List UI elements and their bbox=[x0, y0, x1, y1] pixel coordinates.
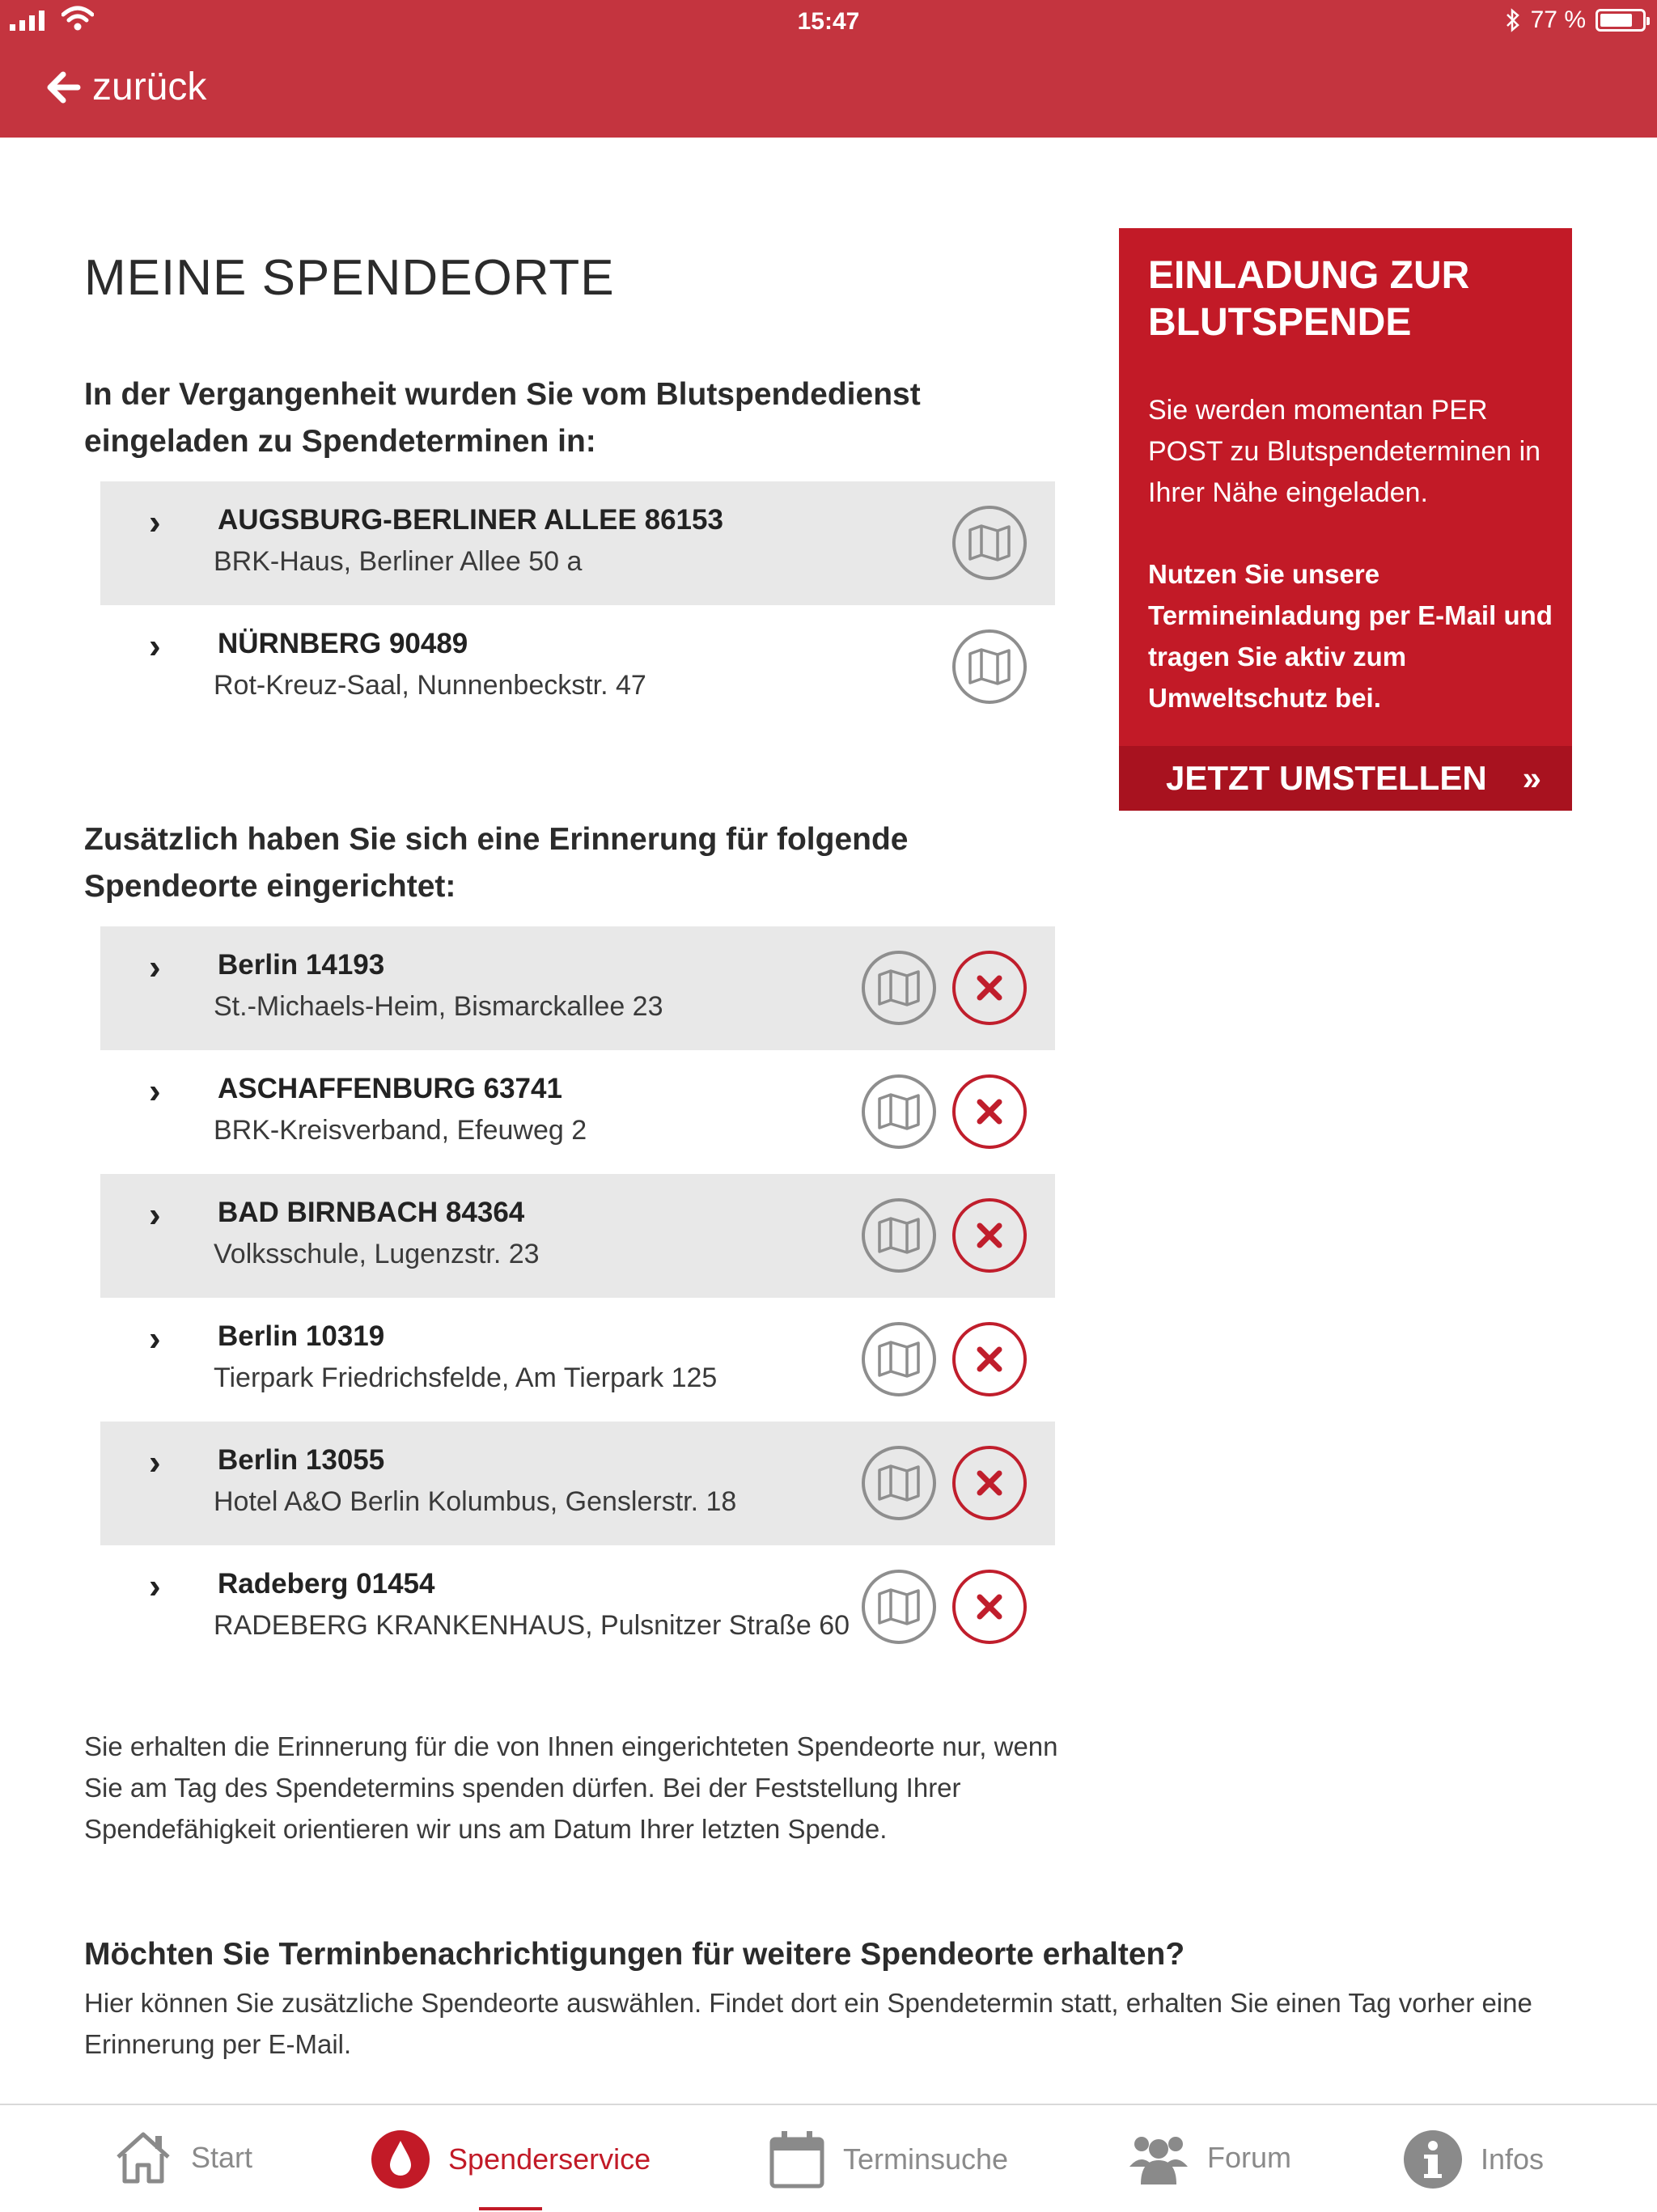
people-icon bbox=[1128, 2129, 1189, 2186]
reminder-heading: Zusätzlich haben Sie sich eine Erinnerung für folgende Spendeorte eingerichtet: bbox=[84, 822, 909, 904]
status-time: 15:47 bbox=[797, 8, 860, 35]
battery-icon bbox=[1596, 9, 1646, 32]
double-chevron-right-icon: » bbox=[1522, 759, 1542, 797]
list-item[interactable] bbox=[100, 481, 1055, 605]
chevron-right-icon: › bbox=[149, 1195, 161, 1235]
promo-title: EINLADUNG ZUR BLUTSPENDE bbox=[1148, 254, 1470, 344]
location-city: NÜRNBERG 90489 bbox=[218, 628, 468, 659]
promo-text: Sie werden momentan PER POST zu Blutspendeterminen in Ihrer Nähe eingeladen. bbox=[1148, 395, 1541, 508]
location-city: Berlin 14193 bbox=[218, 949, 385, 981]
close-icon bbox=[975, 1221, 1004, 1250]
map-button[interactable] bbox=[862, 1074, 936, 1149]
more-locations-description: Hier können Sie zusätzliche Spendeorte auswählen. Findet dort ein Spendetermin statt, erhalten Sie einen Tag vorher eine Erinnerung per E-Mail. bbox=[84, 1988, 1532, 2059]
chevron-right-icon: › bbox=[149, 626, 161, 666]
location-city: Berlin 10319 bbox=[218, 1320, 385, 1352]
home-icon bbox=[113, 2129, 173, 2186]
map-button[interactable] bbox=[862, 1322, 936, 1396]
location-city: BAD BIRNBACH 84364 bbox=[218, 1197, 525, 1228]
tab-label: Forum bbox=[1207, 2141, 1292, 2174]
location-address: RADEBERG KRANKENHAUS, Pulsnitzer Straße 60 bbox=[214, 1610, 850, 1641]
chevron-right-icon: › bbox=[149, 1071, 161, 1111]
info-icon bbox=[1403, 2129, 1463, 2189]
tab-label: Spenderservice bbox=[448, 2142, 651, 2176]
map-button[interactable] bbox=[862, 951, 936, 1025]
app-header bbox=[0, 0, 1657, 138]
delete-button[interactable] bbox=[952, 1570, 1027, 1644]
delete-button[interactable] bbox=[952, 1198, 1027, 1273]
map-icon bbox=[876, 1216, 922, 1255]
chevron-right-icon: › bbox=[149, 502, 161, 542]
tab-label: Start bbox=[191, 2141, 253, 2174]
bluetooth-icon bbox=[1505, 8, 1521, 32]
location-city: ASCHAFFENBURG 63741 bbox=[218, 1073, 562, 1104]
close-icon bbox=[975, 973, 1004, 1002]
map-button[interactable] bbox=[952, 629, 1027, 704]
location-address: Tierpark Friedrichsfelde, Am Tierpark 125 bbox=[214, 1362, 718, 1393]
active-tab-indicator bbox=[479, 2207, 542, 2210]
delete-button[interactable] bbox=[952, 951, 1027, 1025]
list-item[interactable] bbox=[100, 1050, 1055, 1174]
location-city: Berlin 13055 bbox=[218, 1444, 385, 1476]
tab-infos[interactable] bbox=[1403, 2129, 1544, 2189]
delete-button[interactable] bbox=[952, 1446, 1027, 1520]
map-icon bbox=[967, 523, 1012, 562]
chevron-right-icon: › bbox=[149, 947, 161, 987]
invited-heading: In der Vergangenheit wurden Sie vom Blutspendedienst eingeladen zu Spendeterminen in: bbox=[84, 377, 921, 459]
reminder-list bbox=[100, 926, 1055, 1669]
map-icon bbox=[876, 968, 922, 1007]
switch-now-label: JETZT UMSTELLEN bbox=[1166, 759, 1487, 797]
location-city: Radeberg 01454 bbox=[218, 1568, 435, 1600]
chevron-right-icon: › bbox=[149, 1319, 161, 1358]
location-address: BRK-Kreisverband, Efeuweg 2 bbox=[214, 1115, 587, 1146]
tab-forum[interactable] bbox=[1128, 2129, 1291, 2186]
map-icon bbox=[876, 1587, 922, 1626]
list-item[interactable] bbox=[100, 1298, 1055, 1422]
reminder-note: Sie erhalten die Erinnerung für die von Ihnen eingerichteten Spendeorte nur, wenn Sie am Tag des Spendetermins spenden dürfen. Bei der Feststellung Ihrer Spendefähigkeit orientieren wir uns am Datum Ihrer letzten Spende. bbox=[84, 1731, 1058, 1844]
more-locations-heading: Möchten Sie Terminbenachrichtigungen für weitere Spendeorte erhalten? bbox=[84, 1937, 1185, 1972]
page-title: MEINE SPENDEORTE bbox=[84, 250, 615, 306]
location-city: AUGSBURG-BERLINER ALLEE 86153 bbox=[218, 504, 723, 536]
tab-bar bbox=[0, 2104, 1657, 2212]
tab-label: Terminsuche bbox=[843, 2142, 1009, 2176]
close-icon bbox=[975, 1592, 1004, 1621]
close-icon bbox=[975, 1345, 1004, 1374]
tab-label: Infos bbox=[1481, 2142, 1545, 2176]
invited-list bbox=[100, 481, 1055, 729]
back-button[interactable] bbox=[45, 65, 206, 109]
list-item[interactable] bbox=[100, 926, 1055, 1050]
email-invitation-promo bbox=[1119, 228, 1572, 811]
map-icon bbox=[876, 1092, 922, 1131]
back-label: zurück bbox=[92, 66, 207, 108]
switch-now-button[interactable] bbox=[1119, 746, 1572, 811]
calendar-icon bbox=[769, 2129, 825, 2189]
map-icon bbox=[876, 1340, 922, 1379]
delete-button[interactable] bbox=[952, 1074, 1027, 1149]
blood-drop-icon bbox=[371, 2129, 430, 2189]
close-icon bbox=[975, 1468, 1004, 1498]
map-icon bbox=[967, 647, 1012, 686]
tab-start[interactable] bbox=[113, 2129, 252, 2186]
status-bar bbox=[0, 0, 1657, 45]
tab-spenderservice[interactable] bbox=[371, 2129, 651, 2189]
location-address: Hotel A&O Berlin Kolumbus, Genslerstr. 18 bbox=[214, 1486, 737, 1517]
map-button[interactable] bbox=[862, 1198, 936, 1273]
chevron-right-icon: › bbox=[149, 1566, 161, 1606]
map-button[interactable] bbox=[862, 1570, 936, 1644]
list-item[interactable] bbox=[100, 1422, 1055, 1545]
location-address: BRK-Haus, Berliner Allee 50 a bbox=[214, 546, 583, 577]
location-address: Volksschule, Lugenzstr. 23 bbox=[214, 1239, 540, 1269]
list-item[interactable] bbox=[100, 605, 1055, 729]
tab-terminsuche[interactable] bbox=[769, 2129, 1008, 2189]
location-address: Rot-Kreuz-Saal, Nunnenbeckstr. 47 bbox=[214, 670, 646, 701]
delete-button[interactable] bbox=[952, 1322, 1027, 1396]
map-button[interactable] bbox=[952, 506, 1027, 580]
list-item[interactable] bbox=[100, 1545, 1055, 1669]
chevron-right-icon: › bbox=[149, 1443, 161, 1482]
list-item[interactable] bbox=[100, 1174, 1055, 1298]
map-icon bbox=[876, 1464, 922, 1502]
battery-percentage: 77 % bbox=[1530, 6, 1586, 33]
close-icon bbox=[975, 1097, 1004, 1126]
promo-bold-text: Nutzen Sie unsere Termineinladung per E-Mail und tragen Sie aktiv zum Umweltschutz bei. bbox=[1148, 559, 1553, 713]
location-address: St.-Michaels-Heim, Bismarckallee 23 bbox=[214, 991, 663, 1022]
map-button[interactable] bbox=[862, 1446, 936, 1520]
arrow-left-icon bbox=[45, 71, 81, 104]
